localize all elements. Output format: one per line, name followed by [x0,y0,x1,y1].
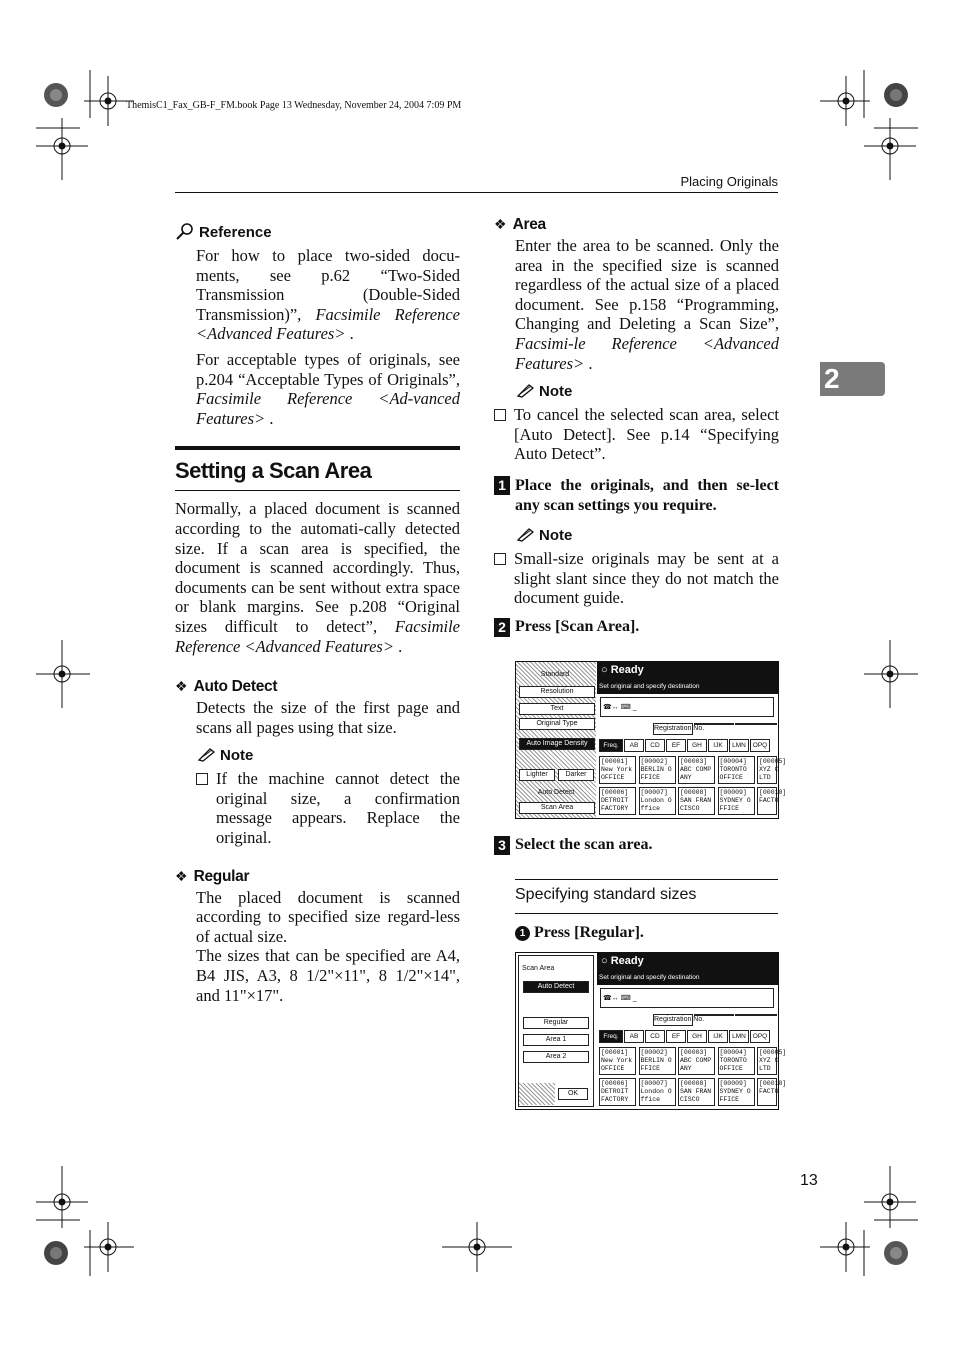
regular-heading [175,868,460,886]
area-note: To cancel the selected scan area, select [Auto Detect]. See p.14 “Specifying Auto Detect”. [494,405,779,464]
auto-detect-note: If the machine cannot detect the original size, a confirmation message appears. Replace the original. [196,769,460,847]
status-text: ○ Ready [601,955,644,967]
tab-gh[interactable]: GH [687,739,707,752]
substep-1-text: Press [Regular]. [534,924,644,941]
pencil-note-icon [196,747,216,761]
destination-card[interactable]: [00009] SYDNEY O FFICE [718,1078,755,1106]
file-info-line: ThemisC1_Fax_GB-F_FM.book Page 13 Wednesday, November 24, 2004 7:09 PM [126,100,462,111]
diamond-bullet-icon: ❖ [175,869,188,885]
running-header: Placing Originals [680,174,778,189]
option-button[interactable] [735,1014,777,1016]
step1-note-heading: Note [515,527,779,545]
tab-cd[interactable]: CD [645,1030,665,1043]
step-2-text: Press [Scan Area]. [515,617,640,635]
note-title: Note [220,747,254,765]
destination-card[interactable]: [00008] SAN FRAN CISCO [678,1078,715,1106]
auto-detect-title: Auto Detect [193,678,278,696]
subsection-title: Specifying standard sizes [515,886,697,903]
destination-card[interactable]: [00007] London O ffice [639,1078,676,1106]
regular-text-1: The placed document is scanned according to specified size regard-less of actual size. [196,887,460,946]
step-1 [494,476,779,515]
substep-number: 1 [515,926,530,941]
reference-paragraph-1: For how to place two-sided docu-ments, see p.62 “Two-Sided Transmission (Double-Sided Transmission)”, Facsimile Reference <Advanced Features> . [196,246,460,344]
tab-ijk[interactable]: IJK [708,1030,728,1043]
checkbox-bullet-icon [494,553,506,565]
section-title: Setting a Scan Area [175,458,372,484]
area-1-button[interactable]: Area 1 [523,1034,589,1046]
darker-button[interactable]: Darker [558,769,594,781]
page-number: 13 [800,1172,818,1189]
tab-lmn[interactable]: LMN [729,739,749,752]
destination-card[interactable]: [00002] BERLIN O FFICE [639,1047,676,1075]
chapter-number: 2 [824,363,840,394]
tab-gh[interactable]: GH [687,1030,707,1043]
lighter-button[interactable]: Lighter [519,769,555,781]
fax-screen-1 [515,661,787,819]
destination-card[interactable]: [00005] XYZ C LTD [757,756,777,784]
area-link[interactable]: Facsimi-le Reference <Advanced Features> [515,333,779,373]
area-title: Area [512,216,546,233]
step-3 [494,836,779,855]
chapter-tab [820,362,885,396]
tab-ef[interactable]: EF [666,1030,686,1043]
step-number: 2 [494,618,510,637]
option-button[interactable] [694,1014,734,1016]
subsection-rule-bottom [515,913,778,914]
auto-detect-heading [175,678,460,696]
scan-area-title: Scan Area [522,965,555,972]
header-rule [175,192,778,193]
substep-1 [515,924,644,942]
destination-card[interactable]: [00010] FACTO [757,1078,777,1106]
tab-ab[interactable]: AB [624,1030,644,1043]
right-column [494,216,779,637]
step1-note: Small-size originals may be sent at a slight slant since they do not match the document guide. [494,549,779,608]
destination-card[interactable]: [00004] TORONTO OFFICE [718,756,755,784]
status-bar [597,662,778,694]
pencil-note-icon [515,527,535,541]
destination-field[interactable]: ☎↔ ⌨ _ [600,988,774,1008]
tab-ef[interactable]: EF [666,739,686,752]
tab-cd[interactable]: CD [645,739,665,752]
section-intro: Normally, a placed document is scanned according to the automati-cally detected size. If a scan area is specified, the document is scanned accordingly. Thus, documents can be sent without extra space or blank margins. See p.208 “Original sizes difficult to detect”, Facsimile Reference <Advanced Features> . [175,499,460,656]
step-3-text: Select the scan area. [515,836,653,853]
destination-card[interactable]: [00007] London O ffice [639,787,676,815]
step-2 [494,618,779,637]
destination-card[interactable]: [00003] ABC COMP ANY [678,756,715,784]
tab-opq[interactable]: OPQ [750,739,770,752]
tab-freq[interactable]: Freq. [599,1030,623,1043]
original-type-button[interactable]: Original Type [519,718,595,730]
hatch-area [519,1083,555,1105]
destination-field[interactable]: ☎↔ ⌨ _ [600,697,774,717]
diamond-bullet-icon: ❖ [175,680,188,696]
destination-card[interactable]: [00010] FACTO [757,787,777,815]
section-rule-top [175,446,460,450]
step-number: 3 [494,836,510,855]
regular-button[interactable]: Regular [523,1017,589,1029]
reference-heading [175,222,460,244]
section-rule-bottom [175,490,460,491]
prompt-text: Set original and specify destination [599,974,700,981]
resolution-button[interactable]: Resolution [519,686,595,698]
reference-link-2[interactable]: Facsimile Reference <Ad-vanced Features> [196,389,460,428]
area-text: Enter the area to be scanned. Only the area in the specified size is scanned regardless of the actual size of a placed document. See p.158 “Programming, Changing and Deleting a Scan Size”, Facsimi-le Reference <Advanced Features> . [515,236,779,373]
status-bar [597,953,778,985]
reference-paragraph-2: For acceptable types of originals, see p.204 “Acceptable Types of Originals”, Facsimile Reference <Ad-vanced Features> . [196,349,460,428]
magnifier-icon [175,222,195,240]
tab-ab[interactable]: AB [624,739,644,752]
regular-title: Regular [193,867,250,885]
auto-image-density-button[interactable]: Auto Image Density [519,738,595,750]
step-number: 1 [494,476,510,495]
tab-lmn[interactable]: LMN [729,1030,749,1043]
registration-no-button[interactable]: Registration No. [653,723,693,735]
scan-area-button[interactable]: Scan Area [519,802,595,814]
destination-card[interactable]: [00006] DETROIT FACTORY [599,1078,636,1106]
pencil-note-icon [515,383,535,397]
destination-card[interactable]: [00005] XYZ C LTD [757,1047,777,1075]
standard-label: Standard [540,671,570,678]
fax-screen-2 [515,952,787,1110]
text-button[interactable]: Text [519,703,595,715]
tab-ijk[interactable]: IJK [708,739,728,752]
auto-detect-button[interactable]: Auto Detect [523,981,589,993]
left-column [175,222,460,1005]
destination-card[interactable]: [00002] BERLIN O FFICE [639,756,676,784]
tab-opq[interactable]: OPQ [750,1030,770,1043]
option-button[interactable] [694,723,734,725]
destination-card[interactable]: [00008] SAN FRAN CISCO [678,787,715,815]
destination-card[interactable]: [00006] DETROIT FACTORY [599,787,636,815]
auto-detect-note-heading [196,747,460,765]
area-note-heading: Note [515,383,779,401]
destination-card[interactable]: [00009] SYDNEY O FFICE [718,787,755,815]
area-2-button[interactable]: Area 2 [523,1051,589,1063]
intro-link[interactable]: Facsimile Reference <Advanced Features> [175,616,460,656]
reference-link-1[interactable]: Facsimile Reference <Advanced Features> [196,304,460,344]
checkbox-bullet-icon [196,773,208,785]
registration-no-button[interactable]: Registration No. [653,1014,693,1026]
area-heading [494,216,779,234]
auto-detect-text: Detects the size of the first page and scans all pages using that size. [196,698,460,737]
destination-card[interactable]: [00003] ABC COMP ANY [678,1047,715,1075]
option-button[interactable] [735,723,777,725]
destination-card[interactable]: [00004] TORONTO OFFICE [718,1047,755,1075]
regular-text-2: The sizes that can be specified are A4, B4 JIS, A3, 8 1/2"×11", 8 1/2"×14", and 11"×17". [196,946,460,1005]
prompt-text: Set original and specify destination [599,683,700,690]
tab-freq[interactable]: Freq. [599,739,623,752]
step-1-text: Place the originals, and then se-lect any scan settings you require. [515,476,779,514]
destination-card[interactable]: [00001] New York OFFICE [599,1047,636,1075]
status-text: ○ Ready [601,664,644,676]
destination-card[interactable]: [00001] New York OFFICE [599,756,636,784]
diamond-bullet-icon: ❖ [494,218,507,233]
checkbox-bullet-icon [494,409,506,421]
ok-button[interactable]: OK [558,1088,588,1100]
auto-detect-label: Auto Detect [537,789,575,796]
reference-title: Reference [199,224,272,241]
subsection-rule-top [515,879,778,880]
